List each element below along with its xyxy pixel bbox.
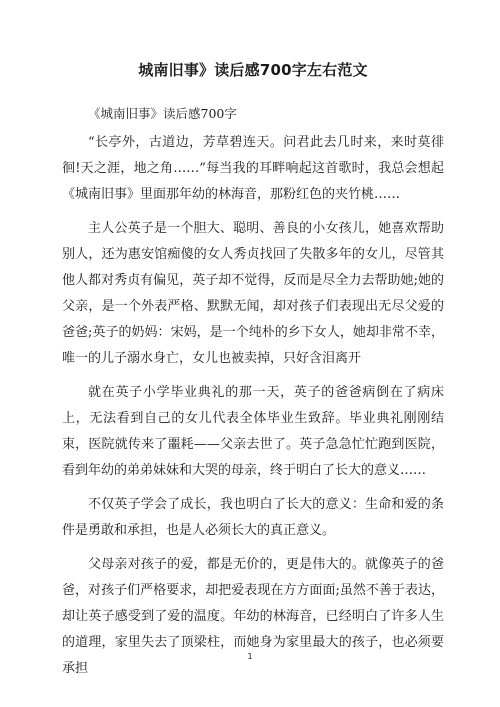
- paragraph-5: 父母亲对孩子的爱，都是无价的，更是伟大的。就像英子的爸爸，对孩子们严格要求，却把爱表现在方方面面;虽然不善于表达，却让英子感受到了爱的温度。年幼的林海音，已经明白了许多人生的道理，家里失去了顶梁柱，而她身为家里最大的孩子，也必须要承担: [62, 557, 444, 676]
- document-body: [62, 130, 444, 682]
- paragraph-3: 就在英子小学毕业典礼的那一天，英子的爸爸病倒在了病床上，无法看到自己的女儿代表全体毕业生致辞。毕业典礼刚刚结束，医院就传来了噩耗——父亲去世了。英子急急忙忙跑到医院，看到年幼的弟弟妹妹和大哭的母亲，终于明白了长大的意义……: [62, 385, 444, 478]
- paragraph-2: 主人公英子是一个胆大、聪明、善良的小女孩儿，她喜欢帮助别人，还为惠安馆痴傻的女人秀贞找回了失散多年的女儿，尽管其他人都对秀贞有偏见，英子却不觉得，反而是尽全力去帮助她;她的父亲，是一个外表严格、默默无闻，却对孩子们表现出无尽父爱的爸爸;英子的奶妈：宋妈，是一个纯朴的乡下女人，她却非常不幸，唯一的儿子溺水身亡，女儿也被卖掉，只好含泪离开: [62, 221, 444, 366]
- paragraph-4: 不仅英子学会了成长，我也明白了长大的意义：生命和爱的条件是勇敢和承担，也是人必须长大的真正意义。: [62, 497, 444, 538]
- document-subtitle: 《城南旧事》读后感700字: [88, 106, 237, 121]
- page-number: 1: [247, 652, 253, 661]
- paragraph-1: “长亭外，古道边，芳草碧连天。问君此去几时来，来时莫徘徊!天之涯，地之角……”每当我的耳畔响起这首歌时，我总会想起《城南旧事》里面那年幼的林海音，那粉红色的夹竹桃……: [62, 135, 444, 202]
- document-title: 城南旧事》读后感700字左右范文: [138, 61, 368, 79]
